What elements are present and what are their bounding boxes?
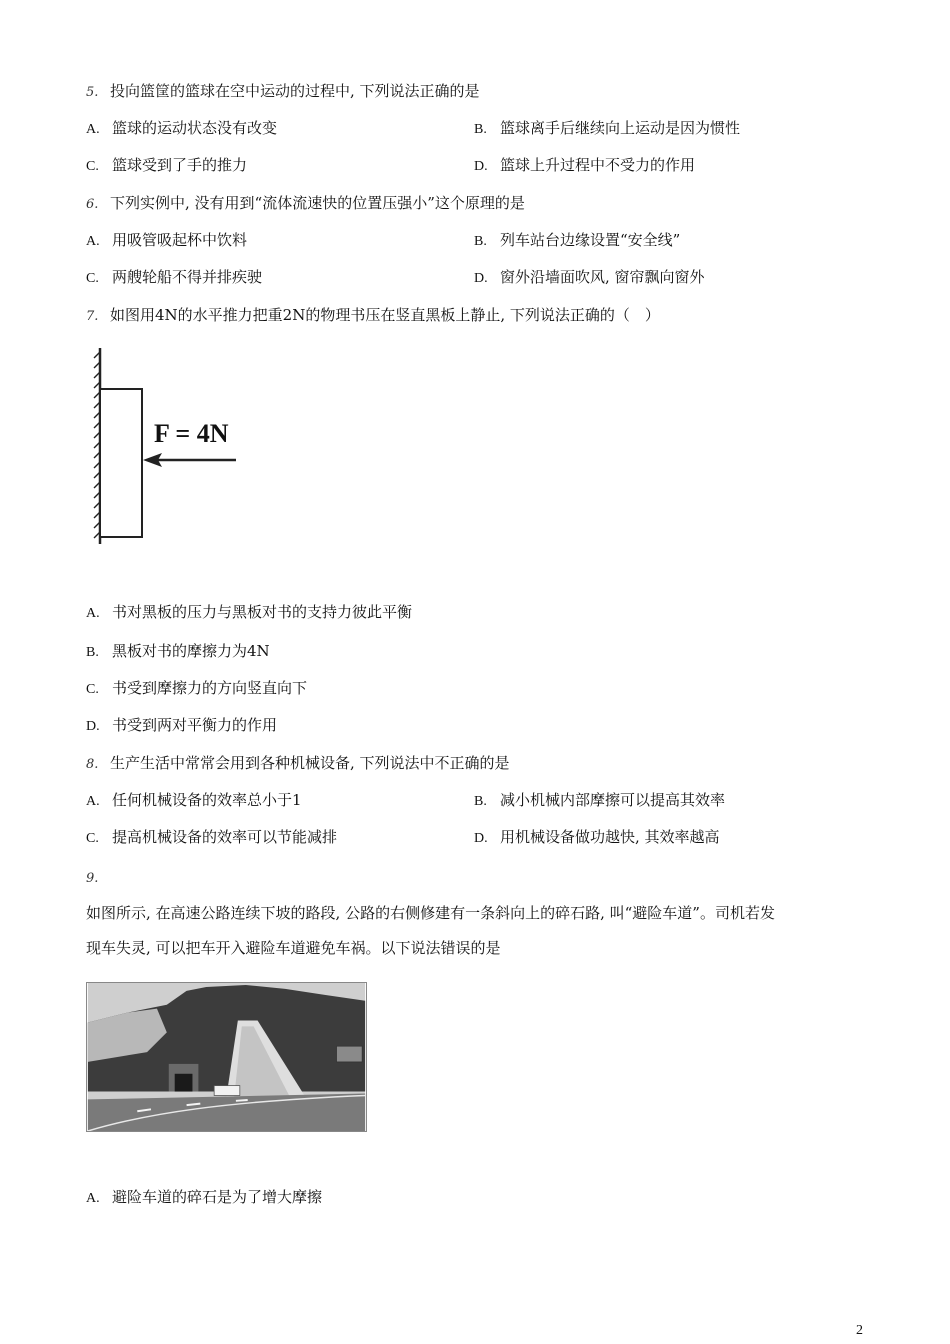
q7-option-b: B. 黑板对书的摩擦力为4N	[86, 642, 270, 660]
q8-option-d: D. 用机械设备做功越快, 其效率越高	[474, 828, 720, 846]
q6-option-b: B. 列车站台边缘设置“安全线”	[474, 231, 681, 249]
q5-option-c: C. 篮球受到了手的推力	[86, 156, 248, 174]
book-on-blackboard-figure	[86, 340, 246, 550]
q7-option-c: C. 书受到摩擦力的方向竖直向下	[86, 679, 308, 697]
question-number: 7.	[86, 309, 99, 324]
road-sign	[214, 1086, 240, 1096]
q8-option-b: B. 减小机械内部摩擦可以提高其效率	[474, 791, 726, 809]
question-number: 8.	[86, 757, 99, 772]
q9-option-a: A. 避险车道的碎石是为了增大摩擦	[86, 1188, 323, 1206]
q6-option-d: D. 窗外沿墙面吹风, 窗帘飘向窗外	[474, 268, 705, 286]
q5-option-b: B. 篮球离手后继续向上运动是因为惯性	[474, 119, 741, 137]
q7-option-a: A. 书对黑板的压力与黑板对书的支持力彼此平衡	[86, 603, 413, 621]
question-number: 6.	[86, 197, 99, 212]
q8-option-a: A. 任何机械设备的效率总小于1	[86, 791, 302, 809]
tunnel-opening	[175, 1074, 193, 1092]
question-9-number: 9.	[86, 871, 99, 886]
runaway-truck-ramp-photo	[86, 982, 367, 1132]
highway	[88, 1094, 365, 1131]
q8-option-c: C. 提高机械设备的效率可以节能减排	[86, 828, 338, 846]
billboard	[337, 1046, 363, 1062]
question-number: 5.	[86, 85, 99, 100]
q6-option-a: A. 用吸管吸起杯中饮料	[86, 231, 248, 249]
question-9-stem-line-2: 现车失灵, 可以把车开入避险车道避免车祸。以下说法错误的是	[86, 939, 501, 957]
book-rectangle	[100, 389, 142, 537]
q6-option-c: C. 两艘轮船不得并排疾驶	[86, 268, 263, 286]
question-7-stem: 7. 如图用4N的水平推力把重2N的物理书压在竖直黑板上静止, 下列说法正确的（ ）	[86, 306, 660, 324]
force-label: F = 4N	[154, 419, 229, 448]
question-8-stem: 8. 生产生活中常常会用到各种机械设备, 下列说法中不正确的是	[86, 754, 510, 772]
q5-option-a: A. 篮球的运动状态没有改变	[86, 119, 278, 137]
page-number: 2	[856, 1323, 863, 1338]
q7-option-d: D. 书受到两对平衡力的作用	[86, 716, 278, 734]
q5-option-d: D. 篮球上升过程中不受力的作用	[474, 156, 696, 174]
question-5-stem: 5. 投向篮筐的篮球在空中运动的过程中, 下列说法正确的是	[86, 82, 480, 100]
question-6-stem: 6. 下列实例中, 没有用到“流体流速快的位置压强小”这个原理的是	[86, 194, 525, 212]
question-9-stem-line-1: 如图所示, 在高速公路连续下坡的路段, 公路的右侧修建有一条斜向上的碎石路, 叫“避险车道”。司机若发	[86, 904, 775, 922]
